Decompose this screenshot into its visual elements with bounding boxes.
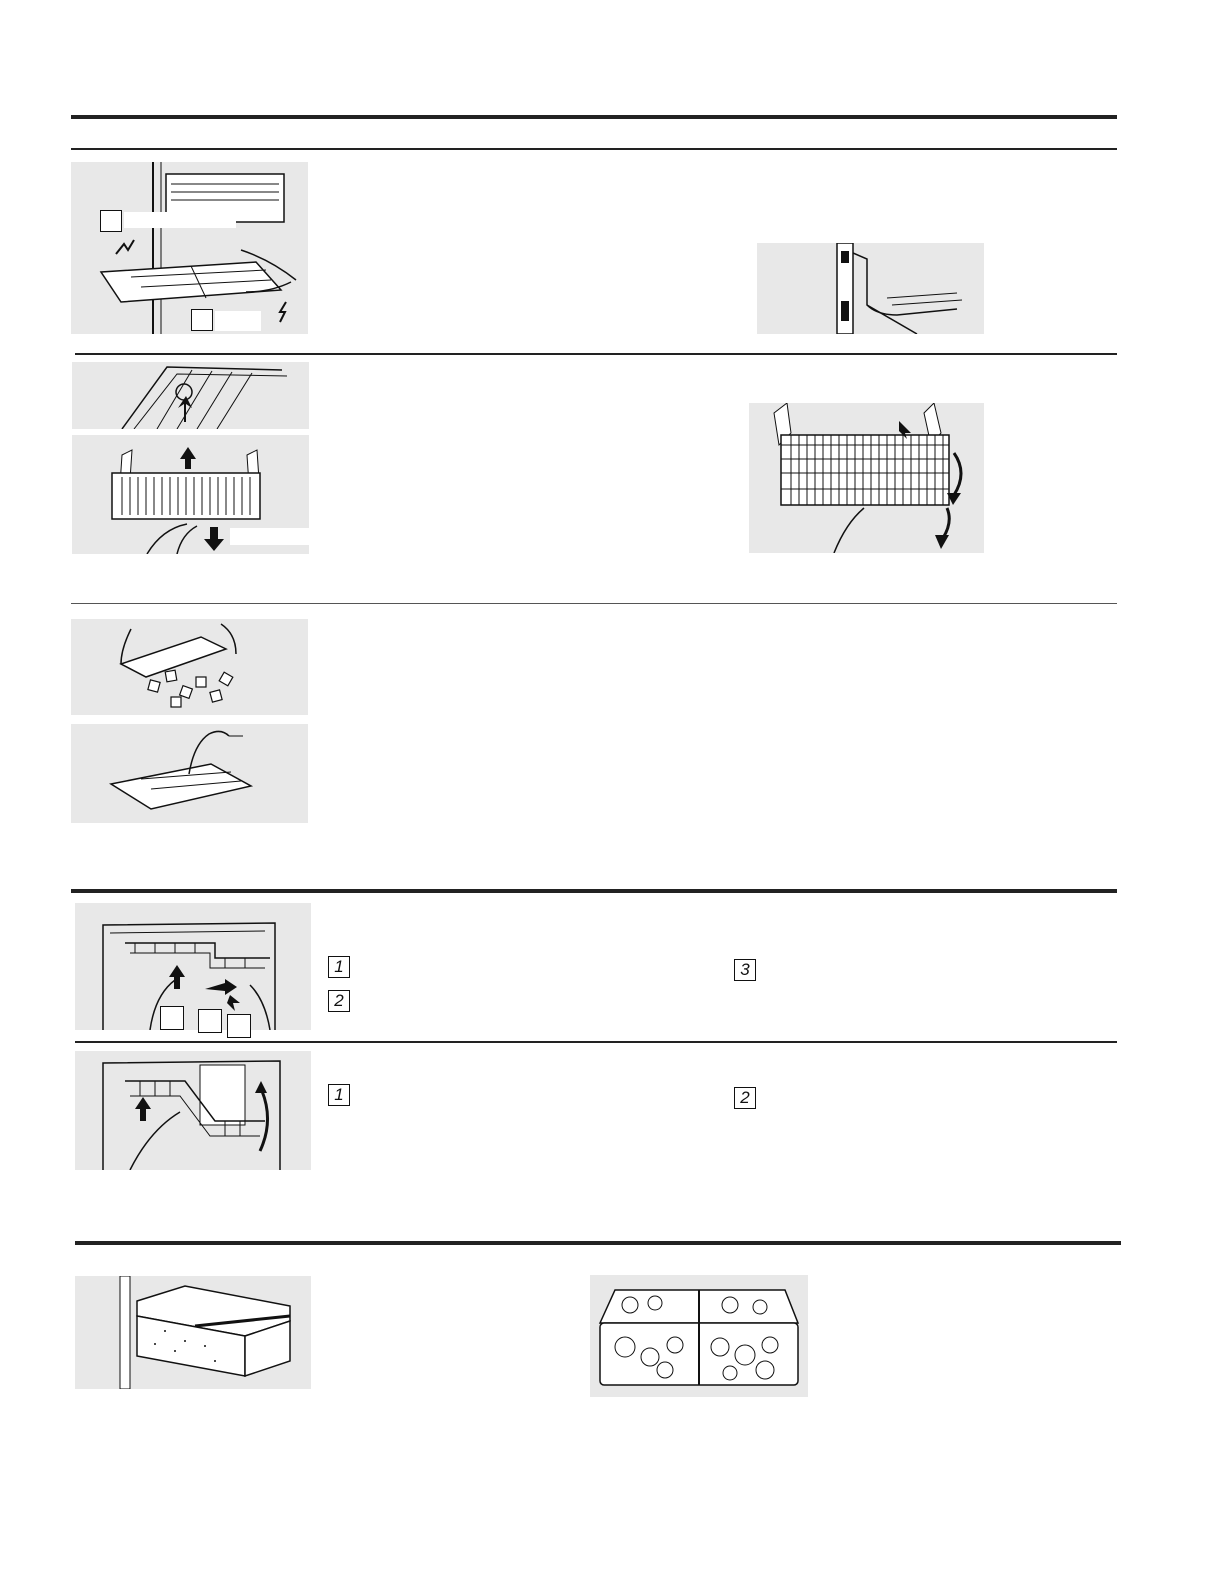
freezer-shelf-remove-icon [75,903,311,1030]
callout-box [227,1014,251,1038]
wire-shelf-tilt-icon [749,403,984,553]
ice-tray-fill-illustration [71,724,308,823]
wire-shelf-tilt-illustration [749,403,984,553]
top-rule [71,115,1117,119]
section-rule-drawers [75,1241,1121,1245]
callout-box [100,210,122,232]
ice-tray-twist-icon [71,619,308,715]
callout-box [191,309,213,331]
callout-label-blank [215,311,261,331]
wire-shelf-top-icon [72,362,309,429]
section-rule-shelves [71,148,1117,150]
section-rule-freezer [71,889,1117,893]
shelf-hook-illustration [757,243,984,334]
crisper-drawer-side-illustration [75,1276,311,1389]
ice-tray-twist-illustration [71,619,308,715]
crisper-drawer-side-icon [75,1276,311,1389]
step-number: 1 [328,1084,350,1106]
shelf-icon [71,162,308,334]
crisper-drawer-front-icon [590,1275,808,1397]
row-rule-wire-shelf [75,353,1117,355]
shelf-hook-icon [757,243,984,334]
ice-tray-fill-icon [71,724,308,823]
wire-shelf-top-illustration [72,362,309,429]
callout-label-blank [230,528,310,545]
freezer-shelf-remove-illustration [75,903,311,1030]
freezer-shelf-replace-illustration [75,1051,311,1170]
shelf-illustration [71,162,308,334]
callout-box [160,1006,184,1030]
callout-label-blank [124,212,236,228]
step-number: 2 [328,990,350,1012]
freezer-shelf-replace-icon [75,1051,311,1170]
step-number: 3 [734,959,756,981]
step-number: 2 [734,1087,756,1109]
step-number: 1 [328,956,350,978]
crisper-drawer-front-illustration [590,1275,808,1397]
callout-box [198,1009,222,1033]
section-rule-ice [71,603,1117,604]
row-rule-freezer-replace [75,1041,1117,1043]
